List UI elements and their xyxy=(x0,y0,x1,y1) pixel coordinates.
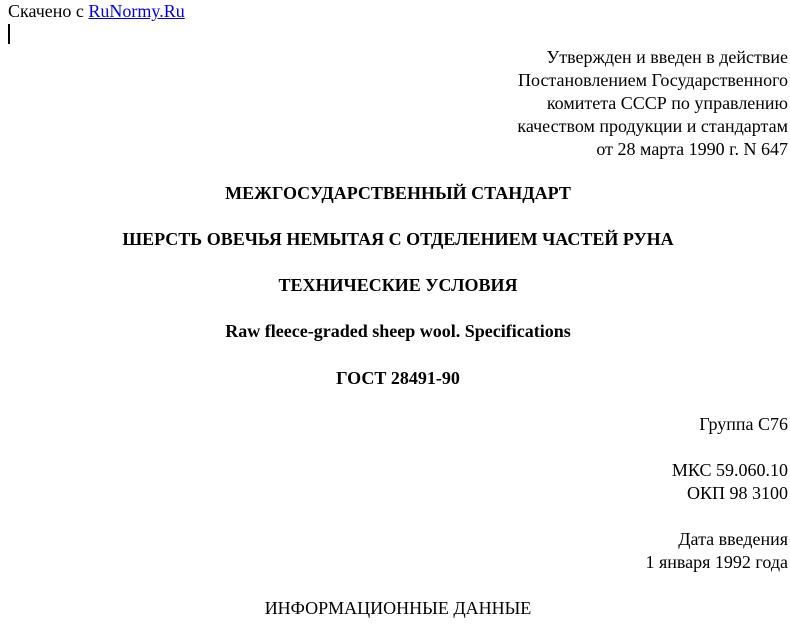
approval-line: Постановлением Государственного xyxy=(518,70,788,90)
document-title-ru: ШЕРСТЬ ОВЕЧЬЯ НЕМЫТАЯ С ОТДЕЛЕНИЕМ ЧАСТЕЙ РУНА xyxy=(122,229,674,249)
approval-line: Утвержден и введен в действие xyxy=(546,47,788,67)
source-line xyxy=(8,0,185,23)
group-code: Группа С76 xyxy=(699,414,788,434)
standard-type: МЕЖГОСУДАРСТВЕННЫЙ СТАНДАРТ xyxy=(225,183,571,203)
approval-line: от 28 марта 1990 г. N 647 xyxy=(596,139,788,159)
text-cursor xyxy=(8,24,10,44)
introduction-label: Дата введения xyxy=(678,529,788,549)
okp-code: ОКП 98 3100 xyxy=(686,483,788,503)
document-subtitle: ТЕХНИЧЕСКИЕ УСЛОВИЯ xyxy=(278,275,518,295)
mks-code: МКС 59.060.10 xyxy=(671,460,788,480)
classification-codes xyxy=(672,459,788,505)
document-title-en: Raw fleece-graded sheep wool. Specifications xyxy=(225,321,571,341)
approval-line: комитета СССР по управлению xyxy=(546,93,788,113)
info-heading: ИНФОРМАЦИОННЫЕ ДАННЫЕ xyxy=(264,598,532,618)
introduction-date-block xyxy=(645,528,788,574)
source-link[interactable]: RuNormy.Ru xyxy=(88,1,185,21)
introduction-date: 1 января 1992 года xyxy=(645,552,788,572)
gost-designation: ГОСТ 28491-90 xyxy=(336,368,460,388)
approval-line: качеством продукции и стандартам xyxy=(517,116,788,136)
approval-block xyxy=(517,46,788,161)
source-prefix: Скачено с xyxy=(8,1,89,21)
